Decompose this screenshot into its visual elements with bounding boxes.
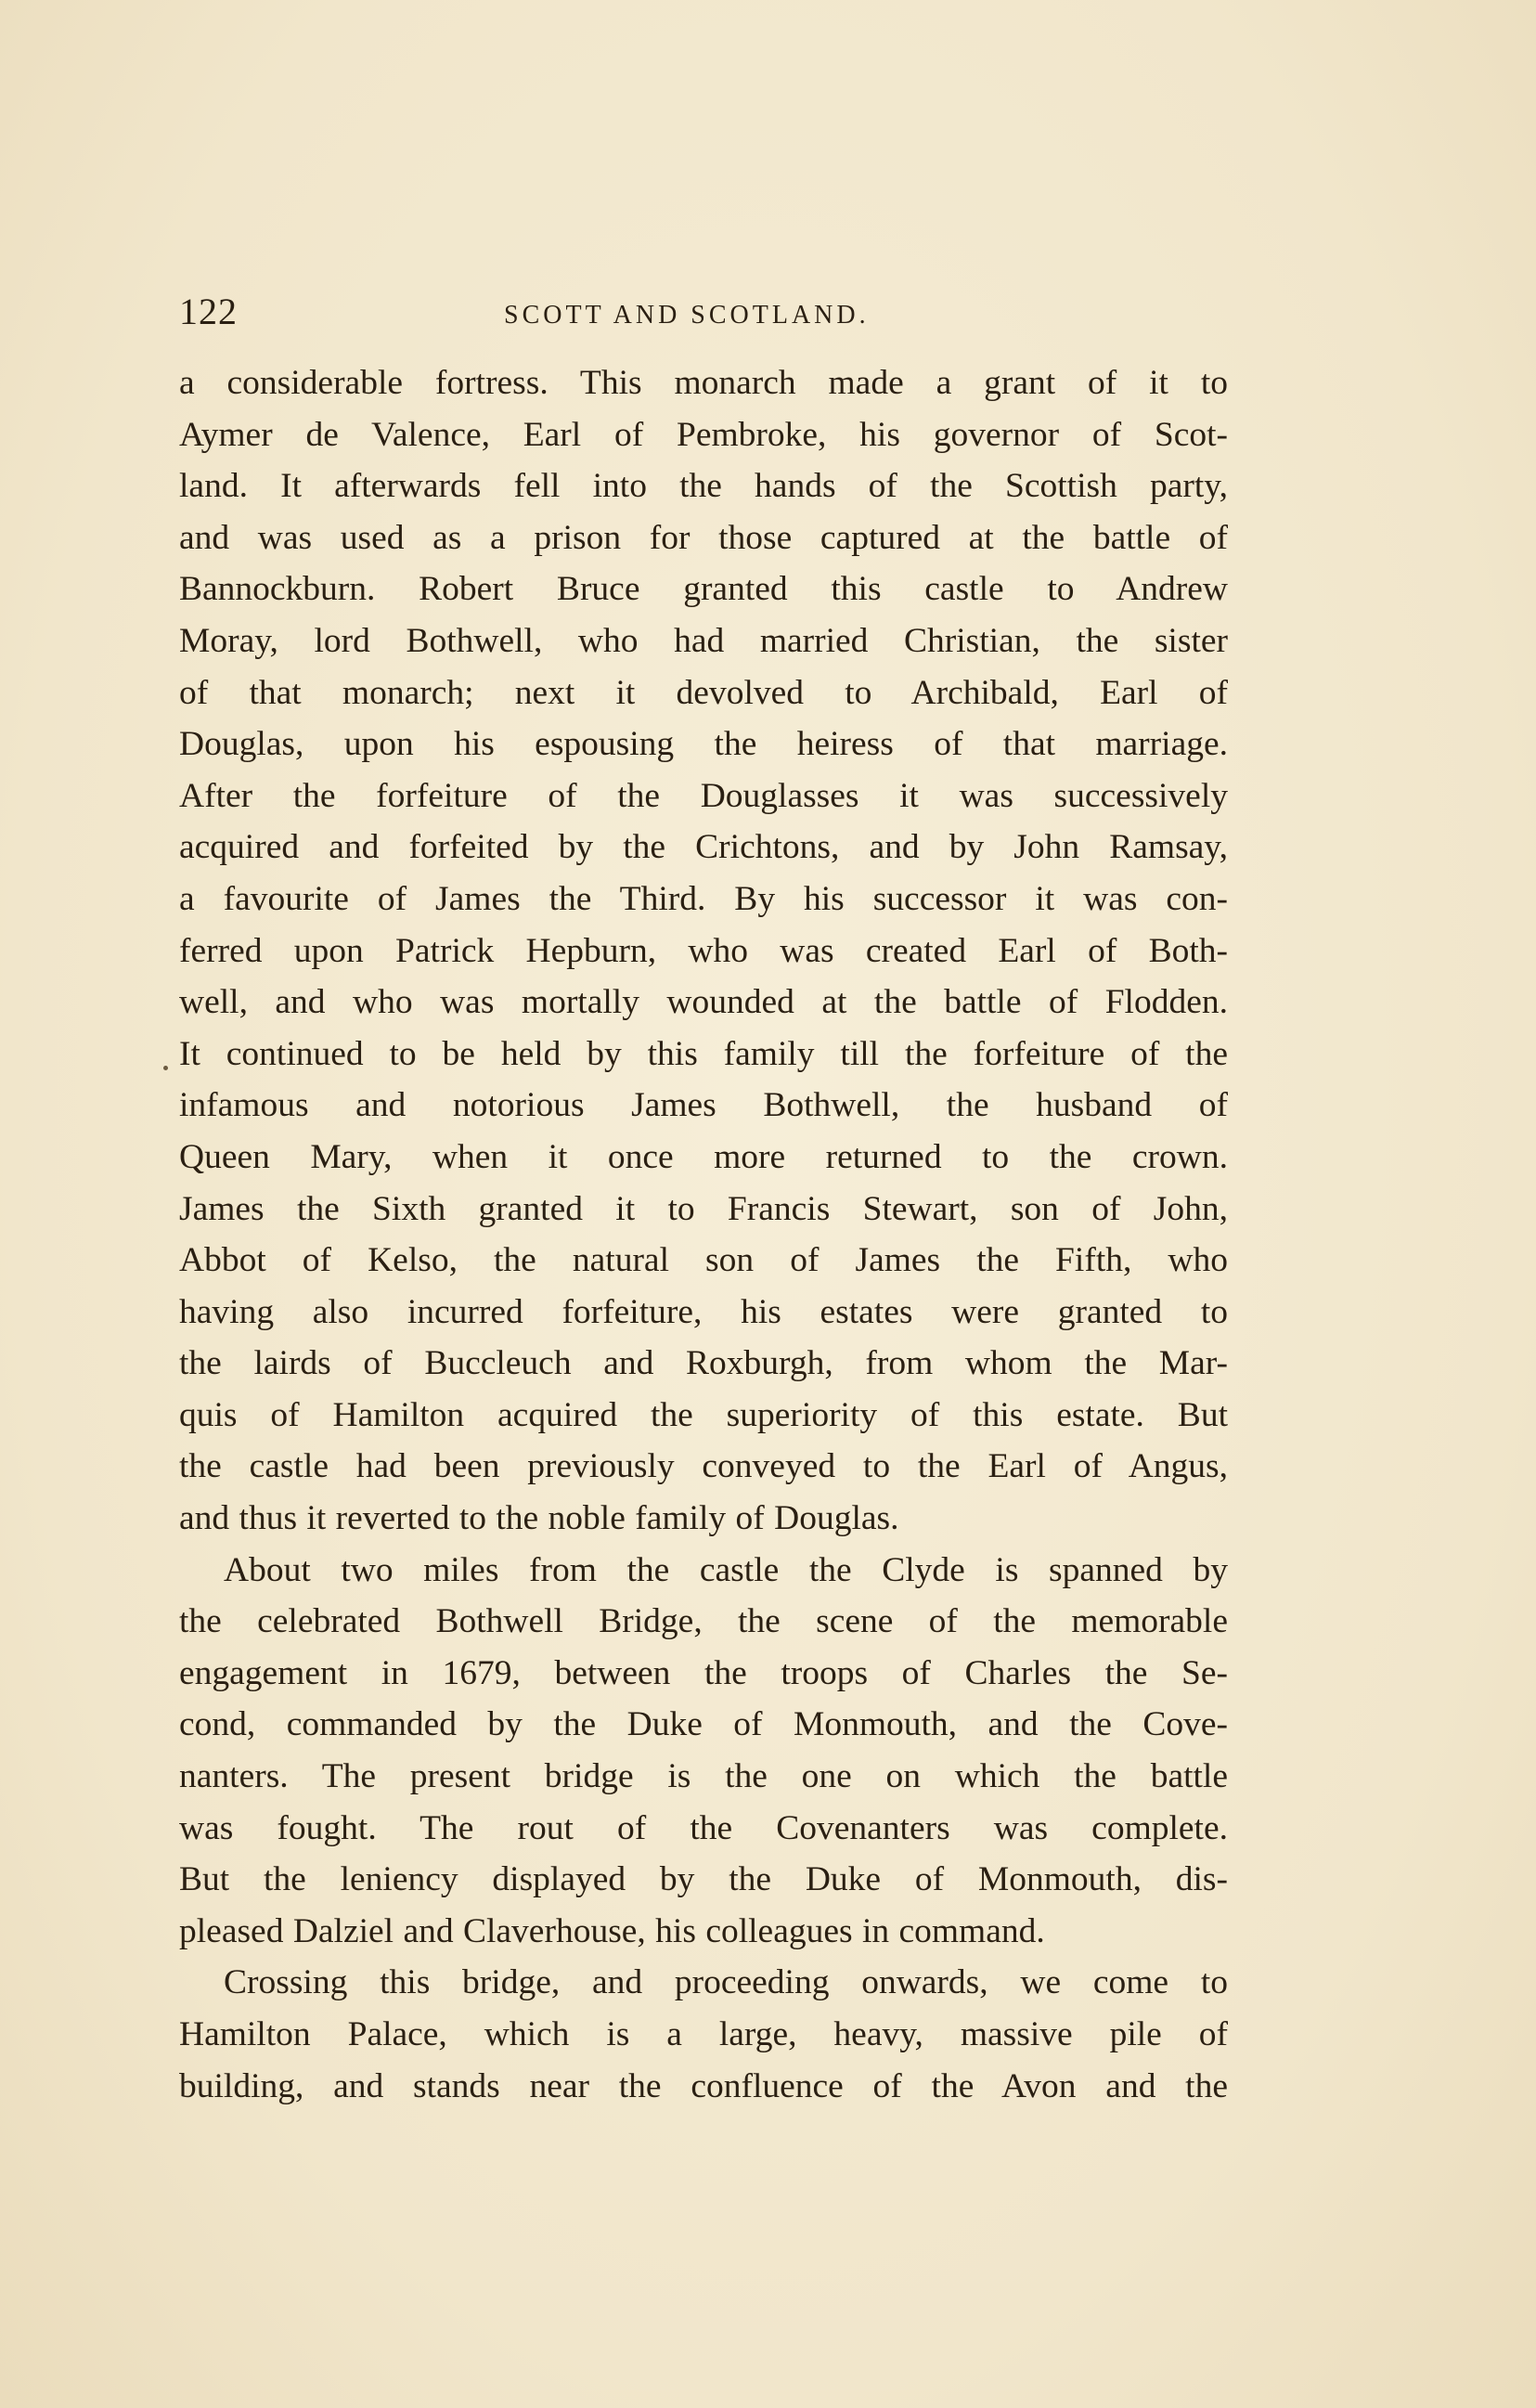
text-line: Aymer de Valence, Earl of Pembroke, his governor of Scot- [179, 415, 1228, 454]
text-line: It continued to be held by this family till the forfeiture of the [179, 1034, 1228, 1073]
text-line: James the Sixth granted it to Francis Stewart, son of John, [179, 1189, 1228, 1228]
text-line: and thus it reverted to the noble family of Douglas. [179, 1499, 899, 1538]
text-line: well, and who was mortally wounded at the battle of Flodden. [179, 983, 1228, 1022]
text-line: Abbot of Kelso, the natural son of James the Fifth, who [179, 1241, 1228, 1280]
body-text [179, 357, 1228, 2112]
text-line: engagement in 1679, between the troops of Charles the Se- [179, 1653, 1228, 1692]
text-line: a favourite of James the Third. By his successor it was con- [179, 879, 1228, 918]
text-line: building, and stands near the confluence of the Avon and the [179, 2066, 1228, 2105]
text-line: the celebrated Bothwell Bridge, the scene of the memorable [179, 1602, 1228, 1641]
text-line: of that monarch; next it devolved to Archibald, Earl of [179, 673, 1228, 712]
text-line: ferred upon Patrick Hepburn, who was created Earl of Both- [179, 931, 1228, 970]
page-number: 122 [179, 291, 238, 332]
text-line: cond, commanded by the Duke of Monmouth, and the Cove- [179, 1705, 1228, 1744]
text-line: infamous and notorious James Bothwell, the husband of [179, 1086, 1228, 1125]
page-header [179, 290, 1353, 345]
text-line: But the leniency displayed by the Duke of Monmouth, dis- [179, 1860, 1228, 1899]
text-line: Hamilton Palace, which is a large, heavy, massive pile of [179, 2015, 1228, 2053]
text-line: nanters. The present bridge is the one on which the battle [179, 1757, 1228, 1796]
text-line: the lairds of Buccleuch and Roxburgh, from whom the Mar- [179, 1344, 1228, 1383]
text-line: Douglas, upon his espousing the heiress of that marriage. [179, 725, 1228, 764]
running-head: SCOTT AND SCOTLAND. [504, 301, 870, 330]
text-line: pleased Dalziel and Claverhouse, his colleagues in command. [179, 1911, 1045, 1950]
text-line: After the forfeiture of the Douglasses it was successively [179, 776, 1228, 815]
text-line: acquired and forfeited by the Crichtons, and by John Ramsay, [179, 828, 1228, 867]
text-line: and was used as a prison for those captured at the battle of [179, 518, 1228, 557]
text-line: Queen Mary, when it once more returned to the crown. [179, 1137, 1228, 1176]
text-line: was fought. The rout of the Covenanters was complete. [179, 1808, 1228, 1847]
text-line: land. It afterwards fell into the hands of the Scottish party, [179, 467, 1228, 506]
text-line: About two miles from the castle the Clyde is spanned by [224, 1550, 1228, 1589]
text-line: Crossing this bridge, and proceeding onwards, we come to [224, 1963, 1228, 2002]
text-line: Bannockburn. Robert Bruce granted this castle to Andrew [179, 570, 1228, 609]
margin-mark [163, 1066, 168, 1070]
text-line: Moray, lord Bothwell, who had married Christian, the sister [179, 621, 1228, 660]
text-line: quis of Hamilton acquired the superiority of this estate. But [179, 1395, 1228, 1434]
text-line: a considerable fortress. This monarch made a grant of it to [179, 364, 1228, 402]
text-line: the castle had been previously conveyed to the Earl of Angus, [179, 1447, 1228, 1486]
text-line: having also incurred forfeiture, his estates were granted to [179, 1292, 1228, 1331]
